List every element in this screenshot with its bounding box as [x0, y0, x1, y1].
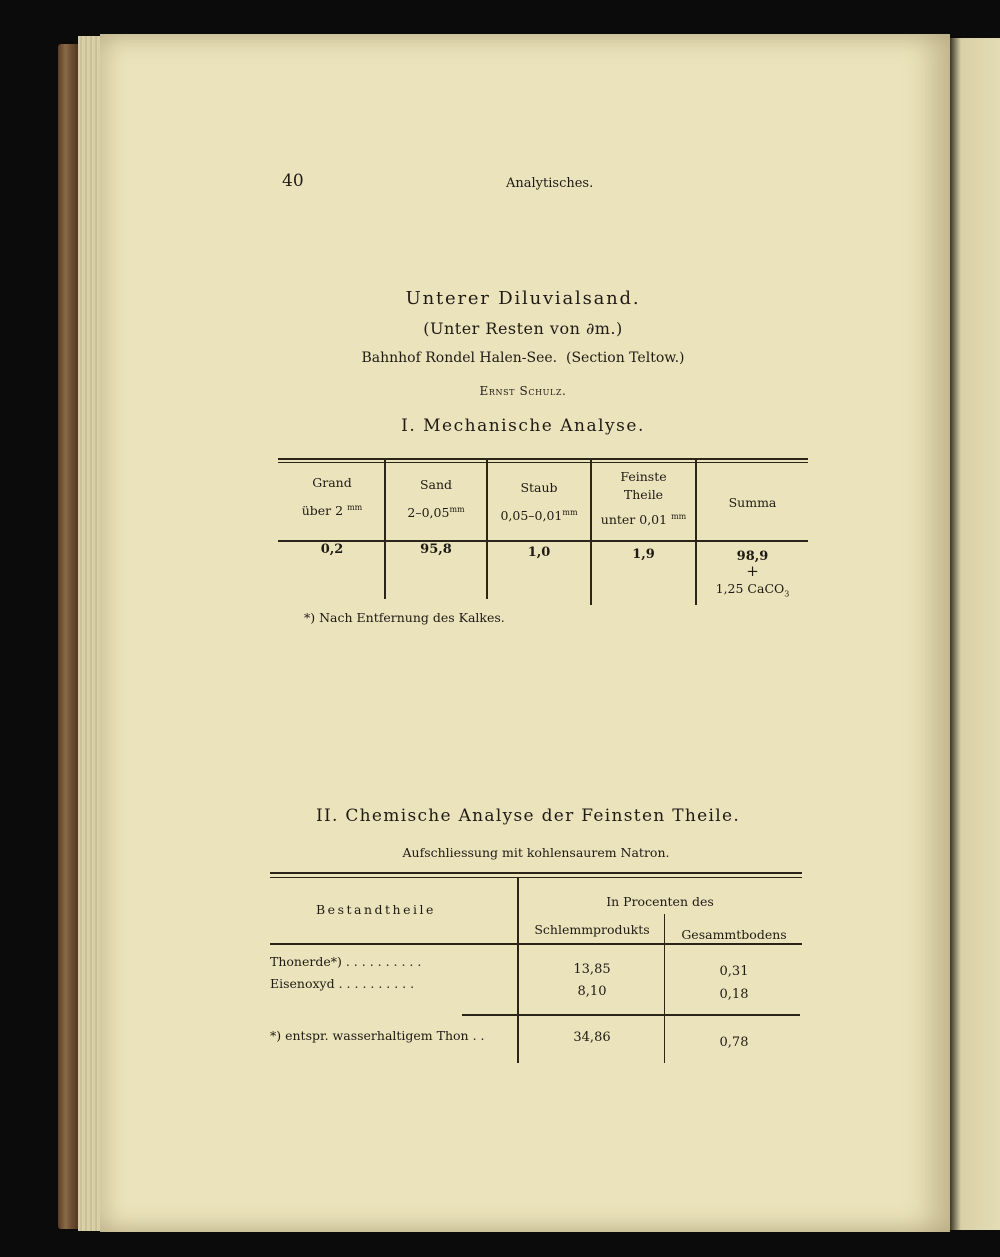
location: Bahnhof Rondel Halen-See. — [361, 350, 558, 366]
table-cell: 13,85 — [573, 962, 611, 977]
table-cell: 8,10 — [577, 984, 607, 999]
section1-heading: I. Mechanische Analyse. — [401, 416, 645, 436]
col-bestandtheile: Bestandtheile — [316, 902, 436, 917]
table-cell: 0,18 — [719, 987, 749, 1002]
table-cell: 34,86 — [573, 1030, 611, 1045]
table-row: Eisenoxyd . . . . . . . . . . — [270, 976, 415, 991]
summa-caco3: 1,25 CaCO$_3$ — [715, 581, 790, 599]
facing-page-edge — [950, 38, 1000, 1230]
table-row: Thonerde*) . . . . . . . . . . — [270, 954, 422, 969]
value-summa: 98,9 — [736, 549, 769, 564]
summa-plus: + — [746, 562, 759, 580]
author: Ernst Schulz. — [479, 384, 567, 398]
book-page — [100, 34, 950, 1232]
book-spine — [58, 44, 80, 1229]
header-sand: Sand $2-0,05^{mm}$ — [407, 477, 465, 521]
header-summa: Summa — [728, 495, 777, 510]
col-gesammtbodens: Gesammtbodens — [681, 927, 787, 942]
section-name: (Section Teltow.) — [566, 350, 685, 366]
section2-heading: II. Chemische Analyse der Feinsten Theile. — [315, 806, 741, 826]
section1-footnote: *) Nach Entfernung des Kalkes. — [304, 610, 505, 625]
value-sand: 95,8 — [420, 542, 452, 557]
header-staub: Staub $0,05-0,01^{mm}$ — [500, 480, 578, 524]
header-grand: Grand über 2 $^{mm}$ — [301, 475, 363, 519]
group-header: In Procenten des — [606, 894, 714, 909]
table-cell: 0,78 — [719, 1035, 749, 1050]
page-number: 40 — [282, 171, 304, 191]
value-feinste-theile: 1,9 — [632, 547, 655, 562]
subtitle: (Unter Resten von ∂m.) — [423, 319, 623, 338]
running-title: Analytisches. — [506, 176, 594, 191]
header-feinste-theile: Feinste Theile unter 0,01 $^{mm}$ — [600, 469, 687, 528]
value-staub: 1,0 — [527, 545, 551, 560]
main-title: Unterer Diluvialsand. — [405, 288, 641, 309]
col-schlemmprodukts: Schlemmprodukts — [534, 922, 650, 937]
table-row: *) entspr. wasserhaltigem Thon . . — [270, 1028, 485, 1043]
value-grand: 0,2 — [320, 542, 344, 557]
table-cell: 0,31 — [719, 964, 749, 979]
location-line — [0, 350, 1000, 366]
section2-subheading: Aufschliessung mit kohlensaurem Natron. — [402, 845, 670, 860]
